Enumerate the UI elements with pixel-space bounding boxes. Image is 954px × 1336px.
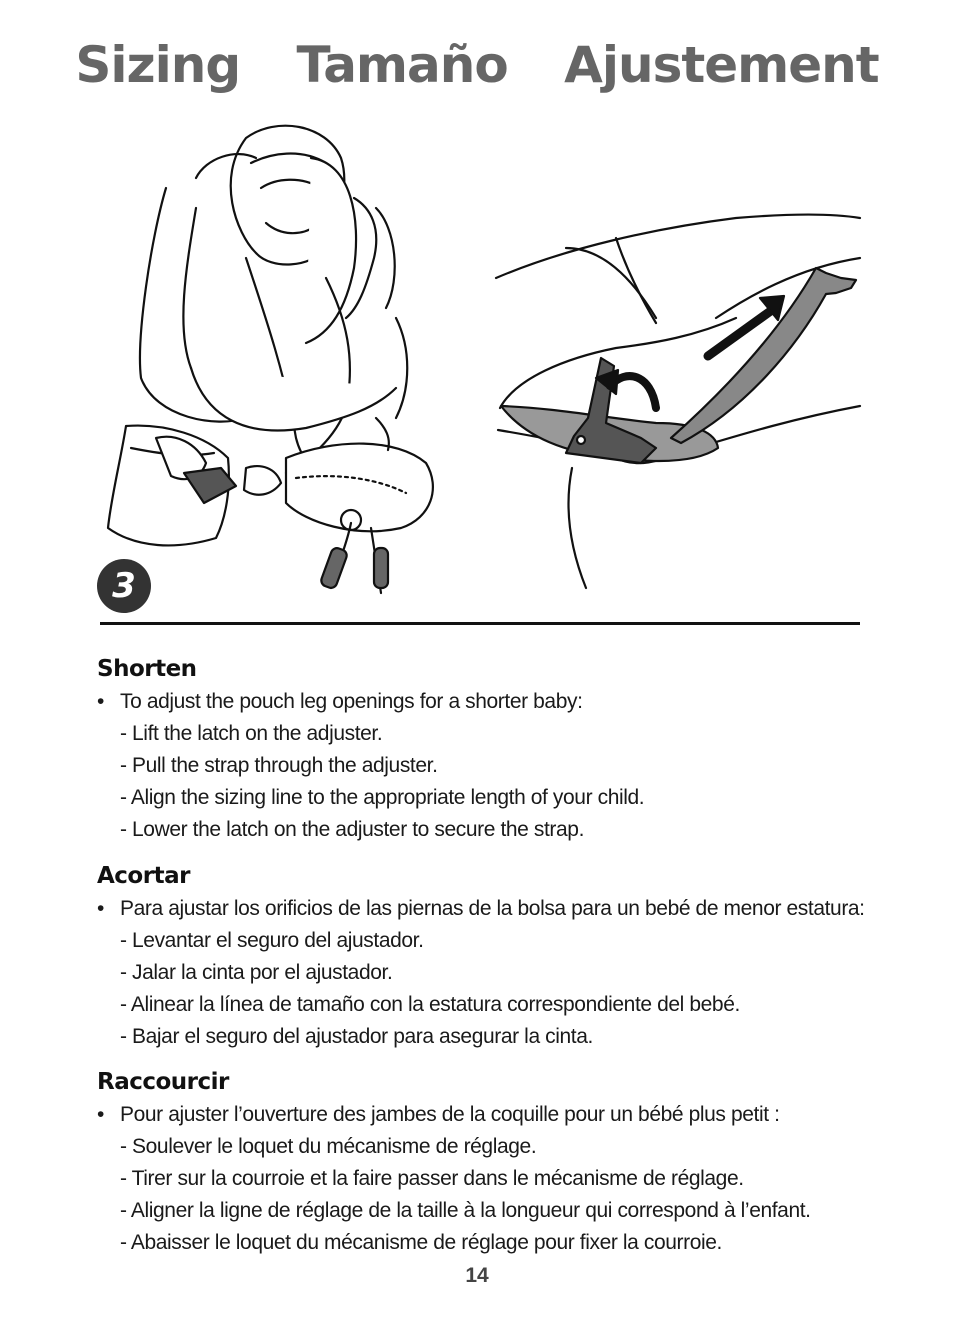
section-shorten [97,656,877,846]
sizing-illustration [96,118,862,618]
instruction-step: - Bajar el seguro del ajustador para asegurar la cinta. [120,1025,593,1048]
bullet-text: Para ajustar los orificios de las piernas de la bolsa para un bebé de menor estatura: [120,897,865,920]
instruction-step: - Soulever le loquet du mécanisme de réglage. [120,1135,537,1158]
bullet-item [97,1099,877,1131]
adjuster-closeup-drawing [496,215,860,588]
bullet-item [97,686,877,718]
instruction-step: - Lift the latch on the adjuster. [120,722,383,745]
instruction-step: - Abaisser le loquet du mécanisme de réglage pour fixer la courroie. [120,1231,722,1254]
step-number-badge: 3 [97,559,151,613]
bullet-text: To adjust the pouch leg openings for a shorter baby: [120,690,583,713]
section-heading: Raccourcir [97,1069,229,1095]
page-number: 14 [465,1264,489,1287]
instruction-step: - Pull the strap through the adjuster. [120,754,438,777]
page-title [0,36,954,94]
title-english: Sizing [75,36,241,94]
instruction-step: - Alinear la línea de tamaño con la estatura correspondiente del bebé. [120,993,740,1016]
section-acortar [97,863,877,1053]
instruction-step: - Lower the latch on the adjuster to secure the strap. [120,818,585,841]
section-raccourcir [97,1069,877,1259]
title-spanish: Tamaño [296,36,508,94]
instruction-step: - Align the sizing line to the appropriate length of your child. [120,786,645,809]
bullet-icon: • [97,1103,104,1126]
instruction-step: - Aligner la ligne de réglage de la taille à la longueur qui correspond à l’enfant. [120,1199,811,1222]
section-divider [100,622,860,625]
instruction-step: - Tirer sur la courroie et la faire passer dans le mécanisme de réglage. [120,1167,744,1190]
section-heading: Shorten [97,656,197,682]
section-heading: Acortar [97,863,190,889]
bullet-icon: • [97,690,104,713]
instruction-step: - Jalar la cinta por el ajustador. [120,961,393,984]
bullet-item [97,893,877,925]
instruction-step: - Levantar el seguro del ajustador. [120,929,424,952]
woman-adjusting-carrier-drawing [108,126,433,593]
bullet-text: Pour ajuster l’ouverture des jambes de la coquille pour un bébé plus petit : [120,1103,780,1126]
bullet-icon: • [97,897,104,920]
title-french: Ajustement [564,36,879,94]
